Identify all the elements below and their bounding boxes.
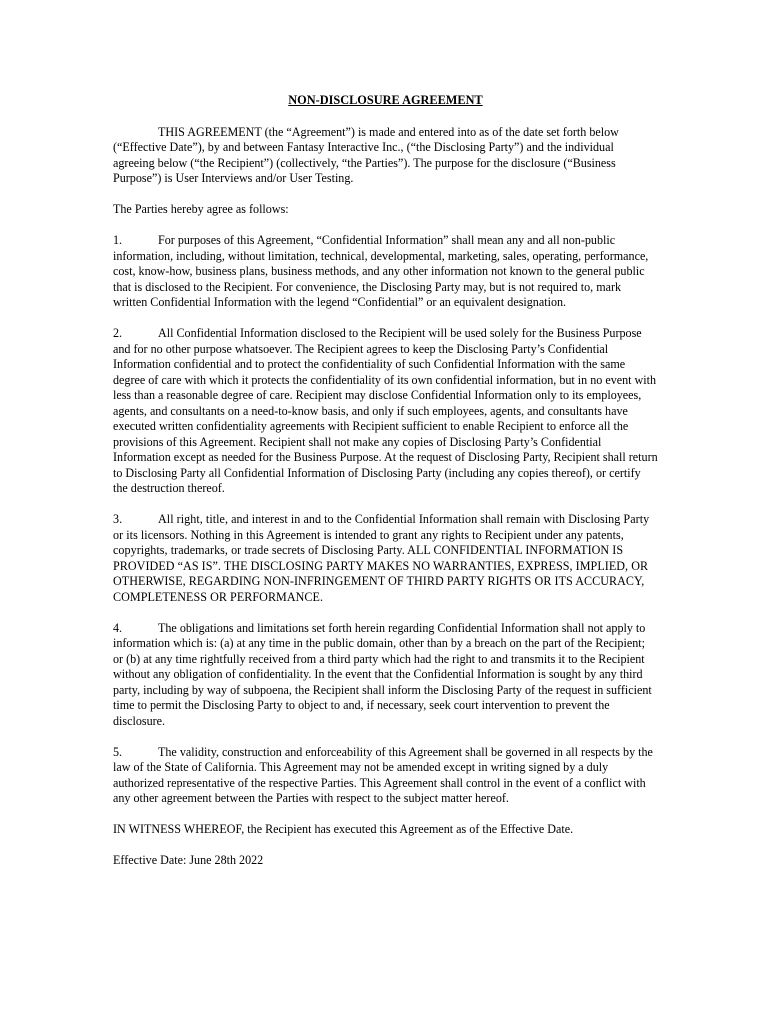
document-page — [113, 93, 658, 884]
section-number: 3. — [113, 512, 123, 526]
section-3 — [113, 512, 658, 605]
witness-paragraph: IN WITNESS WHEREOF, the Recipient has executed this Agreement as of the Effective Date. — [113, 822, 574, 836]
section-number: 2. — [113, 326, 123, 340]
section-number: 1. — [113, 233, 123, 247]
effective-date: Effective Date: June 28th 2022 — [113, 853, 264, 867]
section-number: 4. — [113, 620, 123, 635]
section-text: The obligations and limitations set forth herein regarding Confidential Information shall not apply to information which is: (a) at any time in the public domain, other than by a breach on the part of the Recipient; or (b) at any time rightfully received from a third party which had the right to and transmits it to the Recipient without any obligation of confidentiality. In the event that the Confidential Information is sought by any third party, including by way of subpoena, the Recipient shall inform the Disclosing Party of the request in sufficient time to permit the Disclosing Party to object to and, if necessary, seek court intervention to prevent the disclosure. — [113, 620, 652, 728]
section-5 — [113, 745, 658, 807]
document-title: NON-DISCLOSURE AGREEMENT — [288, 93, 483, 107]
section-1 — [113, 233, 658, 311]
section-number: 5. — [113, 744, 123, 759]
section-text: All right, title, and interest in and to the Confidential Information shall remain with Disclosing Party or its licensors. Nothing in this Agreement is intended to grant any rights to Recipient under any patents, copyrights, trademarks, or trade secrets of Disclosing Party. ALL CONFIDENTIAL INFORMATION IS PROVIDED “AS IS”. THE DISCLOSING PARTY MAKES NO WARRANTIES, EXPRESS, IMPLIED, OR OTHERWISE, REGARDING NON-INFRINGEMENT OF THIRD PARTY RIGHTS OR ITS ACCURACY, COMPLETENESS OR PERFORMANCE. — [113, 512, 650, 604]
intro-paragraph: THIS AGREEMENT (the “Agreement”) is made and entered into as of the date set forth below (“Effective Date”), by and between Fantasy Interactive Inc., (“the Disclosing Party”) and the individual agreeing below (“the Recipient”) (collectively, “the Parties”). The purpose for the disclosure (“Business Purpose”) is User Interviews and/or User Testing. — [113, 124, 619, 185]
section-4 — [113, 621, 658, 730]
section-text: All Confidential Information disclosed to the Recipient will be used solely for the Business Purpose and for no other purpose whatsoever. The Recipient agrees to keep the Disclosing Party’s Confidential Information confidential and to protect the confidentiality of such Confidential Information with the same degree of care with which it protects the confidentiality of its own confidential information, but in no event with less than a reasonable degree of care. Recipient may disclose Confidential Information only to its employees, agents, and consultants on a need-to-know basis, and only if such employees, agents, and consultants have executed written confidentiality agreements with Recipient sufficient to enable Recipient to enforce all the provisions of this Agreement. Recipient shall not make any copies of Disclosing Party’s Confidential Information except as needed for the Business Purpose. At the request of Disclosing Party, Recipient shall return to Disclosing Party all Confidential Information of Disclosing Party (including any copies thereof), or certify the destruction thereof. — [113, 326, 658, 495]
agree-paragraph: The Parties hereby agree as follows: — [113, 202, 289, 216]
section-text: For purposes of this Agreement, “Confidential Information” shall mean any and all non-public information, including, without limitation, technical, developmental, marketing, sales, operating, performance, cost, know-how, business plans, business methods, and any other information not known to the general public that is disclosed to the Recipient. For convenience, the Disclosing Party may, but is not required to, mark written Confidential Information with the legend “Confidential” or an equivalent designation. — [113, 233, 649, 309]
section-text: The validity, construction and enforceability of this Agreement shall be governed in all respects by the law of the State of California. This Agreement may not be amended except in writing signed by a duly authorized representative of the respective Parties. This Agreement shall control in the event of a conflict with any other agreement between the Parties with respect to the subject matter hereof. — [113, 744, 653, 805]
section-2 — [113, 326, 658, 497]
